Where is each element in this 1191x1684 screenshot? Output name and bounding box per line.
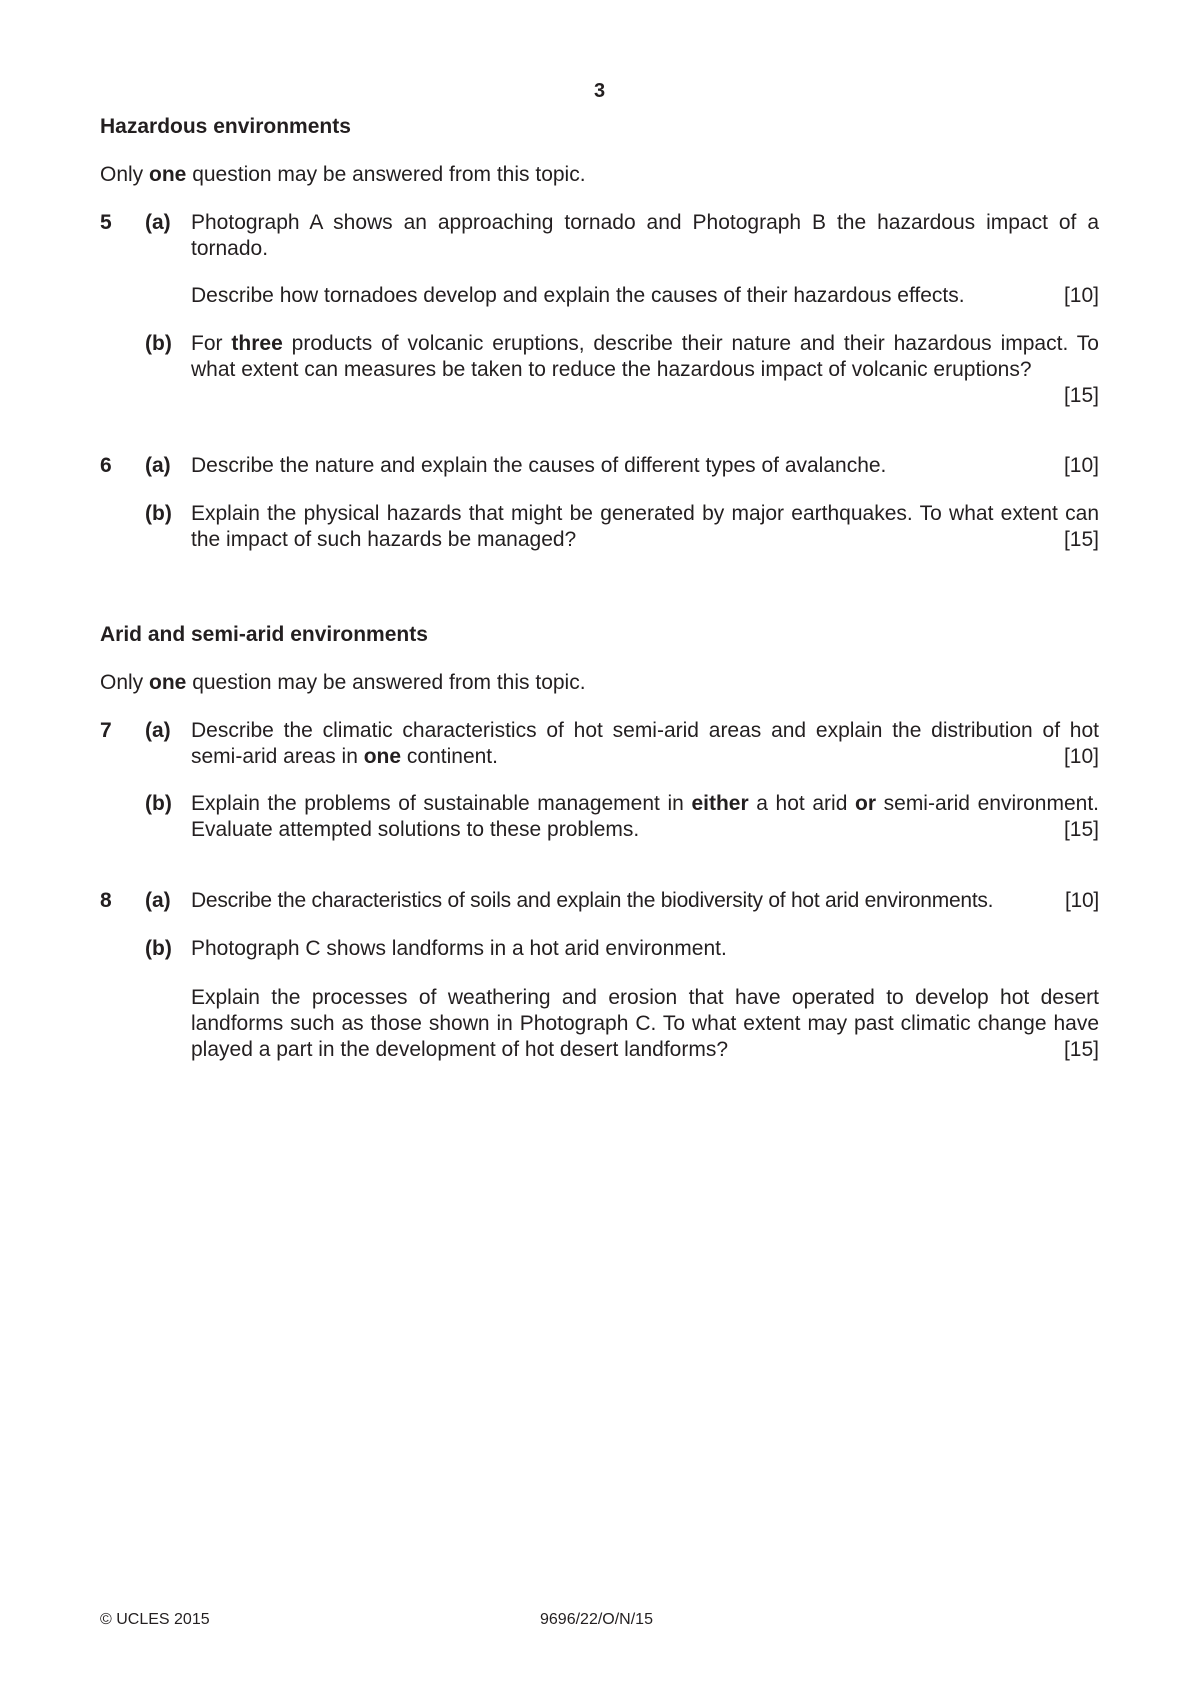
section-title-arid: Arid and semi-arid environments bbox=[100, 623, 428, 646]
mark-allocation: [15] bbox=[1063, 384, 1099, 407]
mark-allocation: [15] bbox=[1063, 818, 1099, 841]
part-label: (b) bbox=[145, 792, 172, 815]
task-text: Explain the processes of weathering and erosion that have operated to develop hot desert landforms such as those shown in Photograph C. To what extent may past climatic change have played a part in the development of hot desert landforms? bbox=[191, 986, 1099, 1061]
task-text: Describe how tornadoes develop and explain the causes of their hazardous effects. bbox=[191, 284, 965, 307]
question-text: Describe the climatic characteristics of hot semi-arid areas and explain the distribution of hot semi-arid areas in one continent. [10] bbox=[191, 719, 1099, 768]
part-label: (b) bbox=[145, 937, 172, 960]
question-number: 8 bbox=[100, 889, 112, 912]
mark-allocation: [10] bbox=[1064, 889, 1099, 912]
question-text: For three products of volcanic eruptions, describe their nature and their hazardous impact. To what extent can measures be taken to reduce the hazardous impact of volcanic eruptions? bbox=[191, 332, 1099, 381]
page-number: 3 bbox=[593, 80, 606, 102]
question-number: 6 bbox=[100, 454, 112, 477]
footer-copyright: © UCLES 2015 bbox=[100, 1611, 210, 1628]
question-8b-task bbox=[100, 985, 1099, 1063]
part-label: (a) bbox=[145, 211, 171, 234]
footer-paper-code: 9696/22/O/N/15 bbox=[540, 1611, 653, 1628]
mark-allocation: [10] bbox=[1063, 284, 1099, 307]
mark-allocation: [10] bbox=[1063, 454, 1099, 477]
question-8b bbox=[100, 936, 1099, 962]
question-text: Explain the problems of sustainable management in either a hot arid or semi-arid environment. Evaluate attempted solutions to these problems. [15] bbox=[191, 792, 1099, 841]
mark-allocation: [10] bbox=[1063, 745, 1099, 768]
question-7a bbox=[100, 718, 1099, 770]
section-title-hazardous: Hazardous environments bbox=[100, 115, 351, 138]
section-instruction-arid: Only one question may be answered from this topic. bbox=[100, 671, 586, 694]
question-5a-task bbox=[100, 283, 1099, 309]
question-5b bbox=[100, 331, 1099, 409]
part-label: (a) bbox=[145, 454, 171, 477]
part-label: (b) bbox=[145, 502, 172, 525]
question-text: Explain the physical hazards that might be generated by major earthquakes. To what extent can the impact of such hazards be managed? bbox=[191, 502, 1099, 551]
mark-allocation: [15] bbox=[1063, 1038, 1099, 1061]
question-text: Describe the characteristics of soils and explain the biodiversity of hot arid environments. bbox=[191, 889, 994, 912]
exam-page bbox=[100, 0, 1099, 1684]
part-label: (a) bbox=[145, 889, 171, 912]
part-label: (b) bbox=[145, 332, 172, 355]
mark-allocation: [15] bbox=[1063, 528, 1099, 551]
question-5a bbox=[100, 210, 1099, 262]
question-text: Describe the nature and explain the causes of different types of avalanche. bbox=[191, 454, 887, 477]
question-8a bbox=[100, 888, 1099, 914]
section-instruction-hazardous: Only one question may be answered from this topic. bbox=[100, 163, 586, 186]
question-number: 7 bbox=[100, 719, 112, 742]
question-text: Photograph C shows landforms in a hot arid environment. bbox=[191, 937, 727, 960]
question-7b bbox=[100, 791, 1099, 843]
question-text: Photograph A shows an approaching tornado and Photograph B the hazardous impact of a tornado. bbox=[191, 211, 1099, 260]
part-label: (a) bbox=[145, 719, 171, 742]
question-number: 5 bbox=[100, 211, 112, 234]
question-6a bbox=[100, 453, 1099, 479]
question-6b bbox=[100, 501, 1099, 553]
